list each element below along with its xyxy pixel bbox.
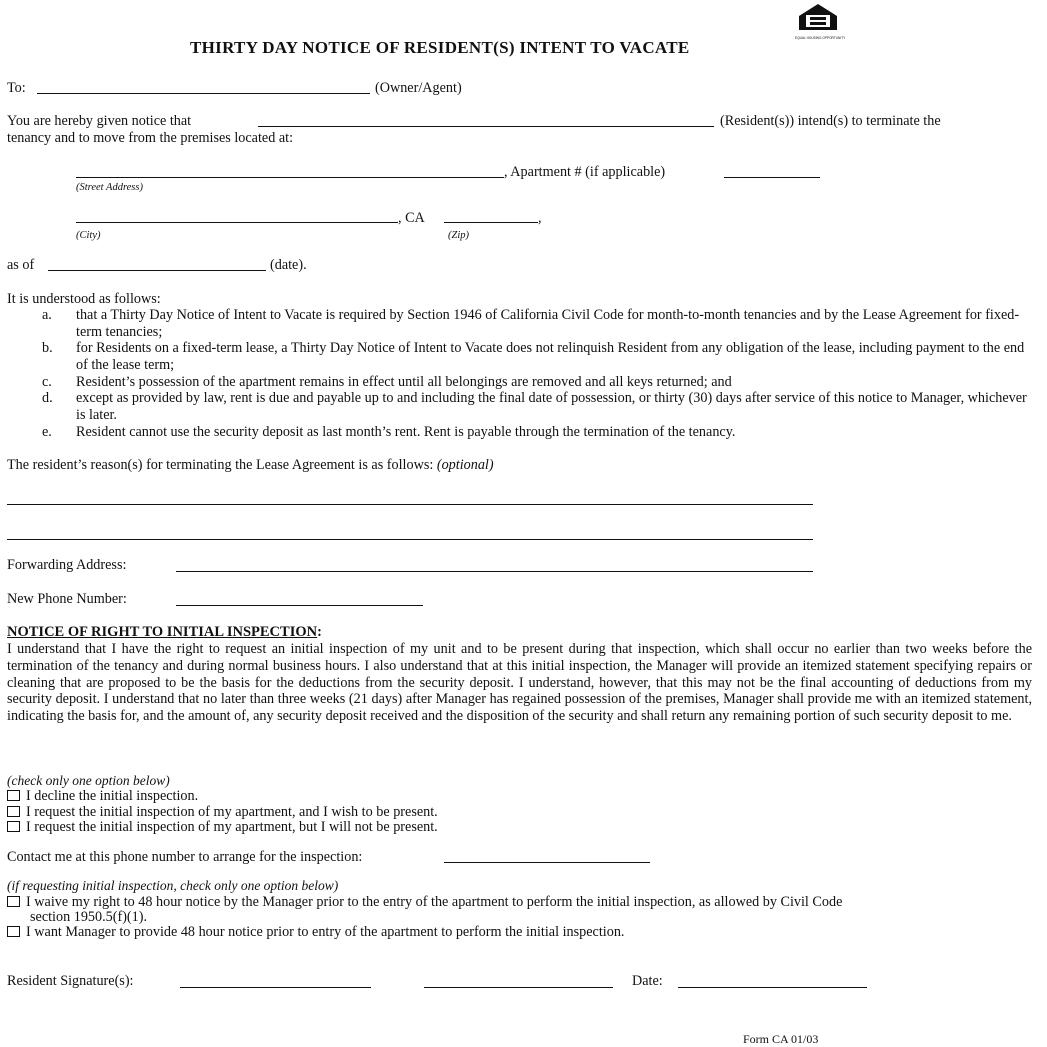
understood-intro: It is understood as follows: [7,291,161,307]
street-address-caption: (Street Address) [76,182,143,193]
contact-label: Contact me at this phone number to arrange for the inspection: [7,849,363,865]
ca-label: , CA [398,210,425,226]
owner-agent-label: (Owner/Agent) [375,80,462,96]
waive-option[interactable] [7,894,842,910]
to-label: To: [7,80,26,96]
heading-colon: : [317,624,322,640]
notice-label: I want Manager to provide 48 hour notice prior to entry of the apartment to perform the initial inspection. [26,924,625,940]
phone-label: New Phone Number: [7,591,127,607]
reason-label [7,457,494,473]
logo-text: EQUAL HOUSING OPPORTUNITY [795,36,846,40]
signature-date-field[interactable] [678,987,867,988]
date-suffix: (date). [270,257,307,273]
apartment-number-field[interactable] [724,177,820,178]
form-number: Form CA 01/03 [743,1032,819,1046]
city-field[interactable] [76,222,398,223]
signature-field-1[interactable] [180,987,371,988]
inspection-heading: NOTICE OF RIGHT TO INITIAL INSPECTION [7,624,318,640]
notice-suffix: (Resident(s)) intend(s) to terminate the [720,113,941,129]
optional-note: (optional) [436,457,494,473]
item-letter: a. [42,307,52,323]
residents-field[interactable] [258,126,714,127]
list-item: except as provided by law, rent is due and payable up to and including the final date of possession, or thirty (30) days after service of this notice to Manager, whichever is later. [76,390,1027,423]
decline-option[interactable] [7,788,198,804]
list-item: Resident’s possession of the apartment remains in effect until all belongings are removed and all keys returned; and [76,374,732,390]
request-present-checkbox[interactable] [7,806,20,817]
forwarding-label: Forwarding Address: [7,557,127,573]
request-present-option[interactable] [7,804,438,820]
inspection-heading-row [7,624,322,640]
notice-checkbox[interactable] [7,926,20,937]
equal-housing-logo [795,2,846,40]
notice-prefix: You are hereby given notice that [7,113,192,129]
reason-line-2[interactable] [7,539,813,540]
decline-label: I decline the initial inspection. [26,788,199,804]
waive-checkbox[interactable] [7,896,20,907]
notice-option[interactable] [7,924,624,940]
options2-note: (if requesting initial inspection, check only one option below) [7,878,339,893]
request-absent-checkbox[interactable] [7,821,20,832]
vacate-date-field[interactable] [48,270,266,271]
reason-line-1[interactable] [7,504,813,505]
request-absent-label: I request the initial inspection of my apartment, but I will not be present. [26,819,438,835]
street-address-field[interactable] [76,177,504,178]
date-label: Date: [632,973,663,989]
signature-field-2[interactable] [424,987,613,988]
contact-phone-field[interactable] [444,862,650,863]
apartment-label: , Apartment # (if applicable) [504,164,666,180]
new-phone-field[interactable] [176,605,423,606]
house-icon [795,2,841,32]
notice-line2: tenancy and to move from the premises located at: [7,130,294,146]
request-present-label: I request the initial inspection of my apartment, and I wish to be present. [26,804,438,820]
signature-label: Resident Signature(s): [7,973,134,989]
options1-note: (check only one option below) [7,773,170,788]
item-letter: c. [42,374,52,390]
reason-text: The resident’s reason(s) for terminating the Lease Agreement is as follows: [7,457,434,473]
inspection-paragraph: I understand that I have the right to request an initial inspection of my unit and to be present during that inspection, which shall occur no earlier than two weeks before the termination of the tenancy and during normal business hours. I also understand that at this initial inspection, the Manager will provide an itemized statement specifying repairs or cleaning that are proposed to be the basis for the deductions from the security deposit. I understand, however, that this may not be the final accounting of deductions from my security deposit. I understand that no later than three weeks (21 days) after Manager has regained possession of the premises, Manager shall provide me with an itemized statement, indicating the basis for, and the amount of, any security deposit received and the disposition of the security and shall return any remaining portion of such security deposit to me. [7,641,1032,725]
zip-field[interactable] [444,222,538,223]
list-item: that a Thirty Day Notice of Intent to Vacate is required by Section 1946 of California Civil Code for month-to-month tenancies and by the Lease Agreement for fixed-term tenancies; [76,307,1020,340]
zip-comma: , [538,210,542,226]
page-title: THIRTY DAY NOTICE OF RESIDENT(S) INTENT TO VACATE [190,38,690,57]
item-letter: b. [42,340,53,356]
zip-caption: (Zip) [448,230,469,241]
decline-checkbox[interactable] [7,790,20,801]
owner-agent-field[interactable] [37,93,370,94]
city-caption: (City) [76,230,101,241]
list-item: for Residents on a fixed-term lease, a Thirty Day Notice of Intent to Vacate does not relinquish Resident from any obligation of the lease, including payment to the end of the lease term; [76,340,1025,373]
item-letter: d. [42,390,53,406]
waive-label: I waive my right to 48 hour notice by the Manager prior to the entry of the apartment to perform the initial inspection, as allowed by Civil Code [26,894,843,910]
list-item: Resident cannot use the security deposit as last month’s rent. Rent is payable through the termination of the tenancy. [76,424,736,440]
waive-label-line2: section 1950.5(f)(1). [30,909,148,925]
request-absent-option[interactable] [7,819,438,835]
forwarding-address-field[interactable] [176,571,813,572]
asof-label: as of [7,257,35,273]
item-letter: e. [42,424,52,440]
